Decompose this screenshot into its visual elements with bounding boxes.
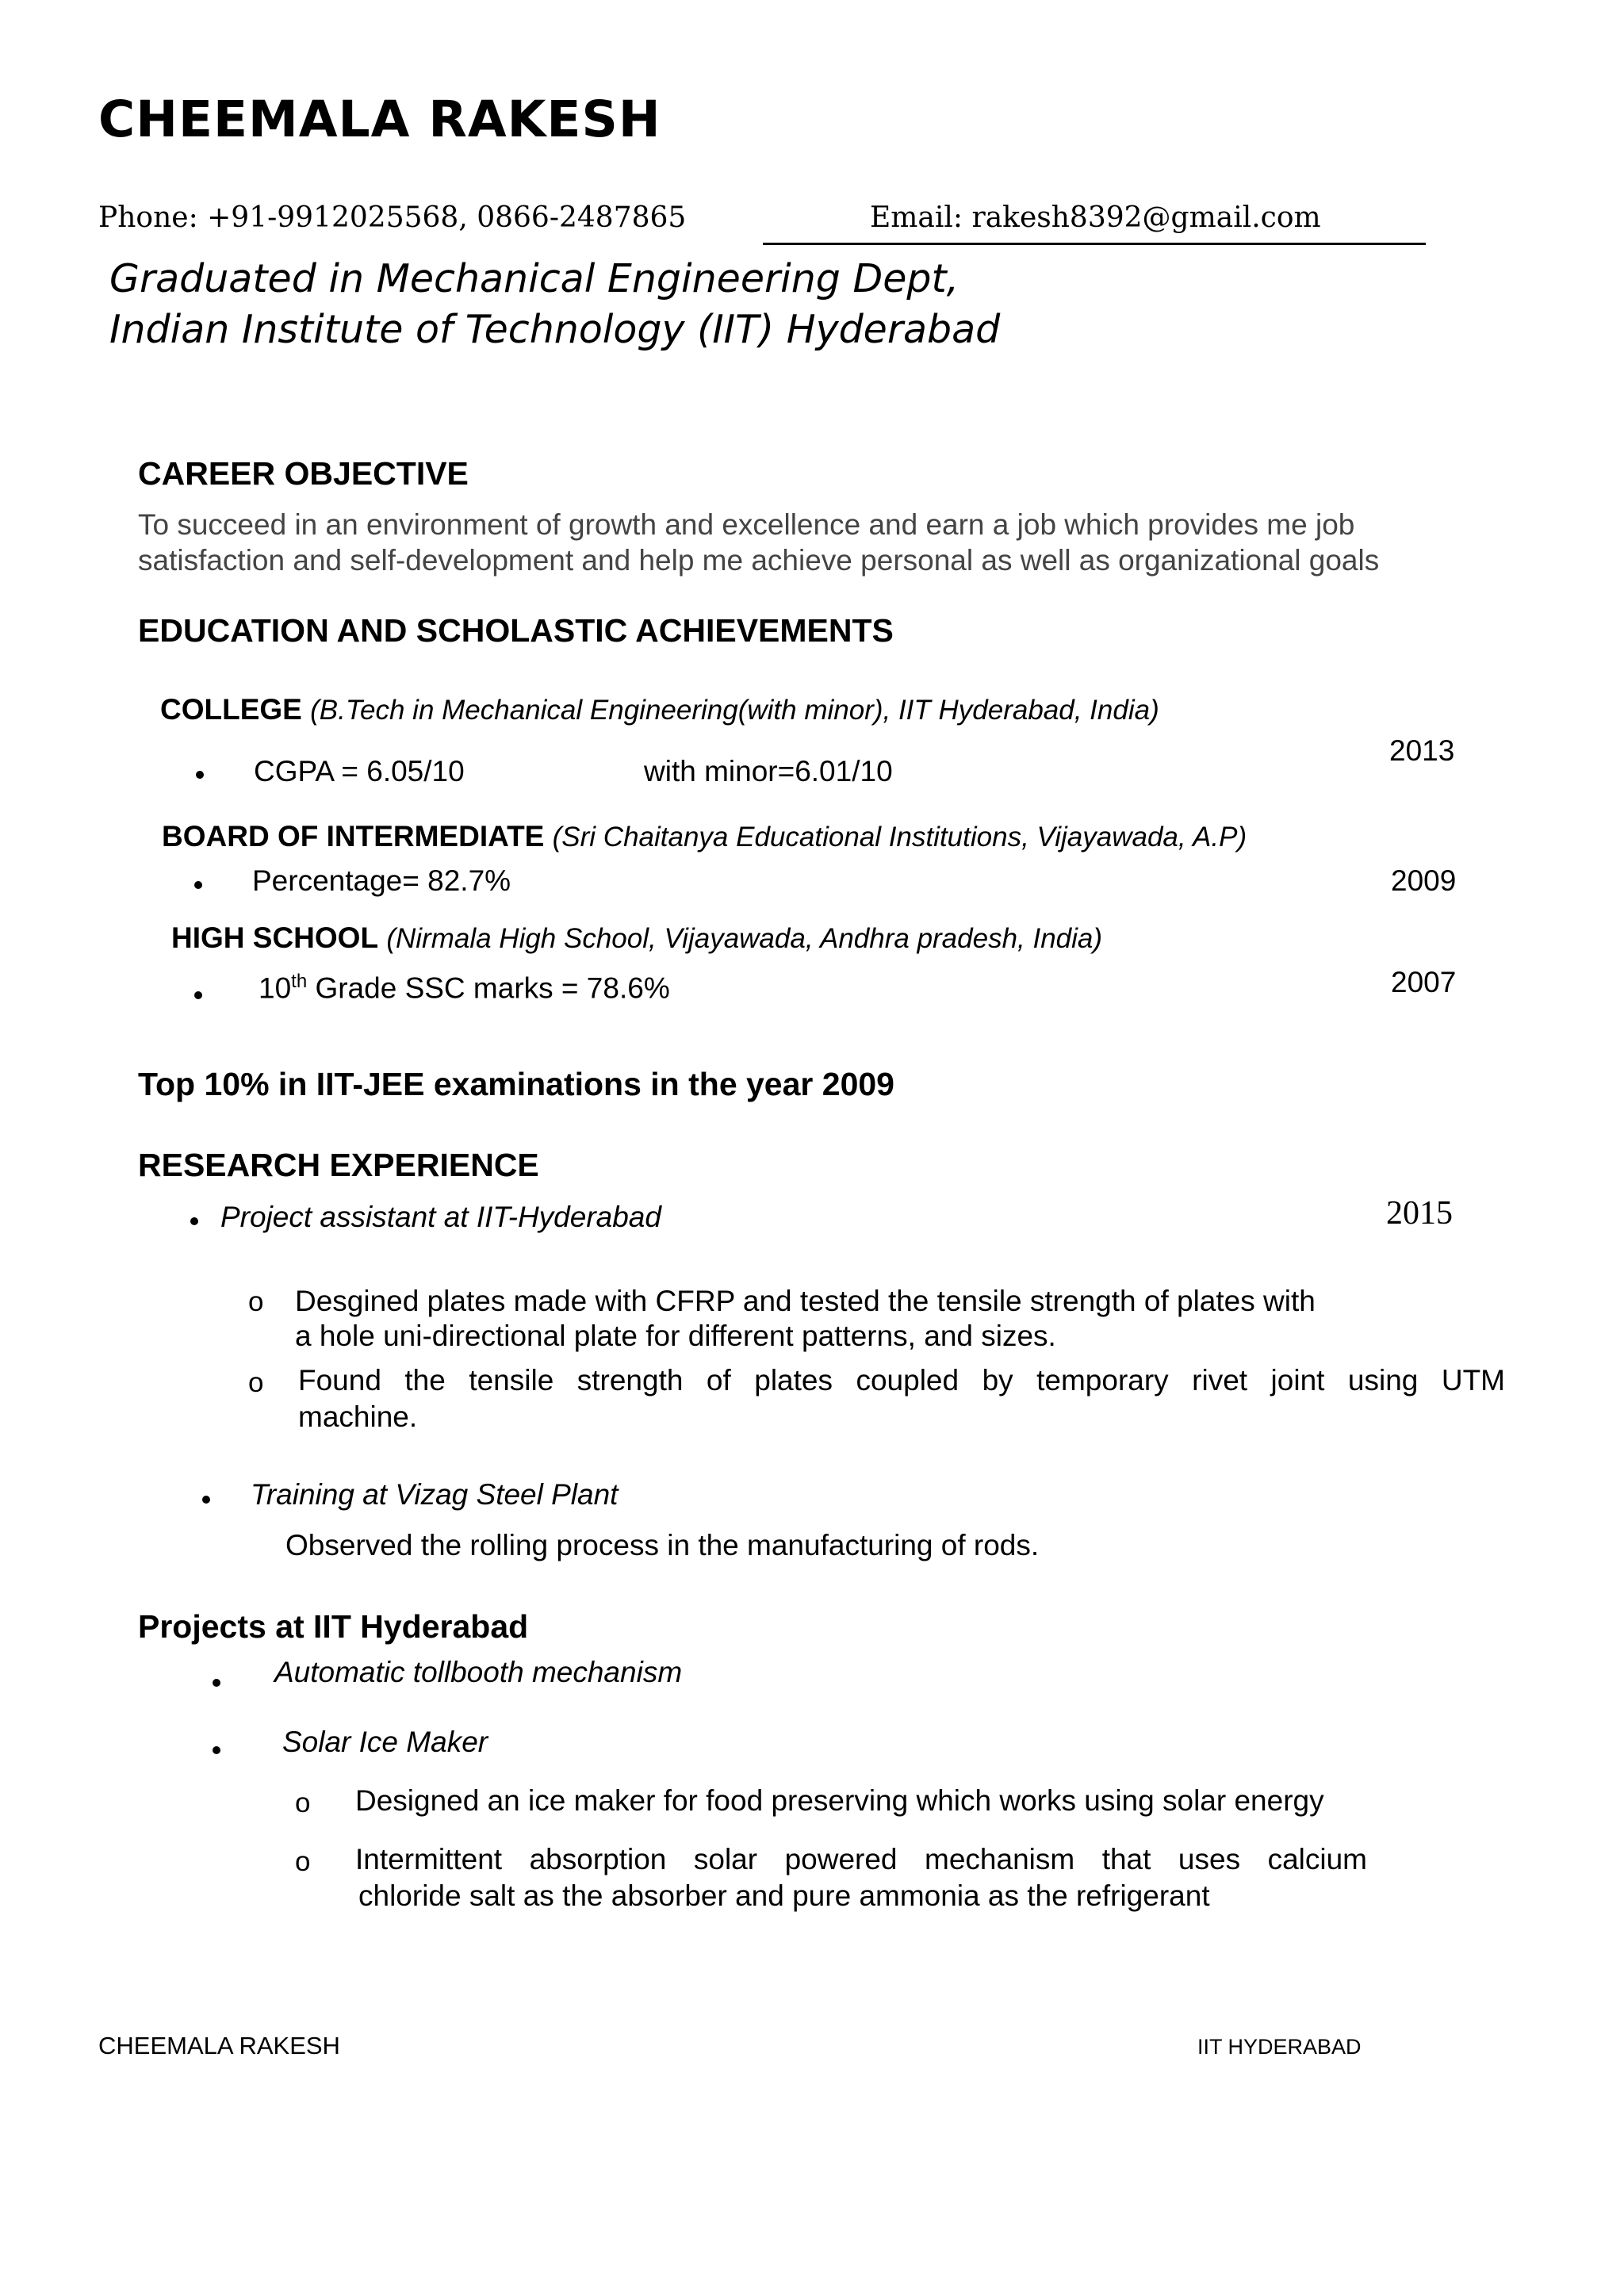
career-objective-line-1: To succeed in an environment of growth and excellence and earn a job which provides me job xyxy=(138,508,1355,541)
career-objective-line-2: satisfaction and self-development and help me achieve personal as well as organizational goals xyxy=(138,544,1380,577)
footer-institution: IIT HYDERABAD xyxy=(1197,2035,1362,2059)
ssc-grade-rest: Grade SSC marks = 78.6% xyxy=(307,971,670,1005)
hollow-bullet: o xyxy=(248,1286,264,1317)
education-heading: EDUCATION AND SCHOLASTIC ACHIEVEMENTS xyxy=(138,612,894,649)
footer-name: CHEEMALA RAKESH xyxy=(98,2032,340,2059)
iit-jee-achievement: Top 10% in IIT-JEE examinations in the year 2009 xyxy=(138,1066,894,1102)
project-tollbooth: Automatic tollbooth mechanism xyxy=(274,1656,683,1688)
bullet-dot xyxy=(194,991,202,999)
college-year: 2013 xyxy=(1389,734,1455,767)
college-entry xyxy=(160,693,1159,726)
intermediate-year: 2009 xyxy=(1391,864,1457,897)
research-year: 2015 xyxy=(1386,1195,1453,1232)
cgpa-value: CGPA = 6.05/10 xyxy=(254,755,465,787)
project-item-2-line-2: chloride salt as the absorber and pure ammonia as the refrigerant xyxy=(358,1879,1210,1912)
research-role: Project assistant at IIT-Hyderabad xyxy=(220,1201,661,1233)
hollow-bullet: o xyxy=(295,1846,311,1877)
research-item-1-line-1: Desgined plates made with CFRP and tested the tensile strength of plates with xyxy=(295,1285,1316,1317)
bullet-dot xyxy=(213,1746,220,1754)
high-school-year: 2007 xyxy=(1391,966,1457,998)
project-solar-ice-maker: Solar Ice Maker xyxy=(282,1726,488,1758)
hollow-bullet: o xyxy=(295,1787,311,1818)
intermediate-entry xyxy=(162,820,1247,853)
research-item-1-line-2: a hole uni-directional plate for different patterns, and sizes. xyxy=(295,1320,1056,1352)
minor-cgpa-value: with minor=6.01/10 xyxy=(644,755,893,787)
ssc-grade-number: 10 xyxy=(259,971,292,1005)
tagline-line-2: Indian Institute of Technology (IIT) Hyderabad xyxy=(109,307,1001,352)
research-item-2-line-2: machine. xyxy=(298,1400,418,1433)
project-item-1: Designed an ice maker for food preserving which works using solar energy xyxy=(355,1784,1324,1817)
research-item-2-line-1: Found the tensile strength of plates coupled by temporary rivet joint using UTM xyxy=(298,1364,1505,1397)
high-school-detail: (Nirmala High School, Vijayawada, Andhra pradesh, India) xyxy=(386,923,1103,954)
bullet-dot xyxy=(196,771,204,779)
training-title: Training at Vizag Steel Plant xyxy=(251,1478,619,1511)
ssc-grade-suffix: th xyxy=(291,971,308,992)
intermediate-detail: (Sri Chaitanya Educational Institutions, Vijayawada, A.P) xyxy=(552,822,1247,852)
training-detail: Observed the rolling process in the manufacturing of rods. xyxy=(285,1529,1040,1561)
bullet-dot xyxy=(194,881,202,889)
candidate-name: CHEEMALA RAKESH xyxy=(98,90,661,148)
contact-divider xyxy=(763,243,1426,245)
bullet-dot xyxy=(213,1679,220,1687)
high-school-label: HIGH SCHOOL xyxy=(171,921,379,954)
bullet-dot xyxy=(202,1496,210,1504)
career-objective-heading: CAREER OBJECTIVE xyxy=(138,455,469,492)
ssc-marks xyxy=(259,971,670,1005)
email-address: Email: rakesh8392@gmail.com xyxy=(870,201,1321,234)
projects-heading: Projects at IIT Hyderabad xyxy=(138,1608,529,1645)
tagline-line-1: Graduated in Mechanical Engineering Dept, xyxy=(109,256,959,301)
research-heading: RESEARCH EXPERIENCE xyxy=(138,1147,539,1183)
bullet-dot xyxy=(190,1217,198,1225)
college-label: COLLEGE xyxy=(160,693,302,726)
college-detail: (B.Tech in Mechanical Engineering(with minor), IIT Hyderabad, India) xyxy=(310,695,1159,726)
high-school-entry xyxy=(171,921,1102,955)
hollow-bullet: o xyxy=(248,1367,264,1398)
intermediate-label: BOARD OF INTERMEDIATE xyxy=(162,820,545,852)
intermediate-score: Percentage= 82.7% xyxy=(252,864,511,897)
project-item-2-line-1: Intermittent absorption solar powered mechanism that uses calcium xyxy=(355,1843,1367,1875)
phone-number: Phone: +91-9912025568, 0866-2487865 xyxy=(98,201,687,234)
